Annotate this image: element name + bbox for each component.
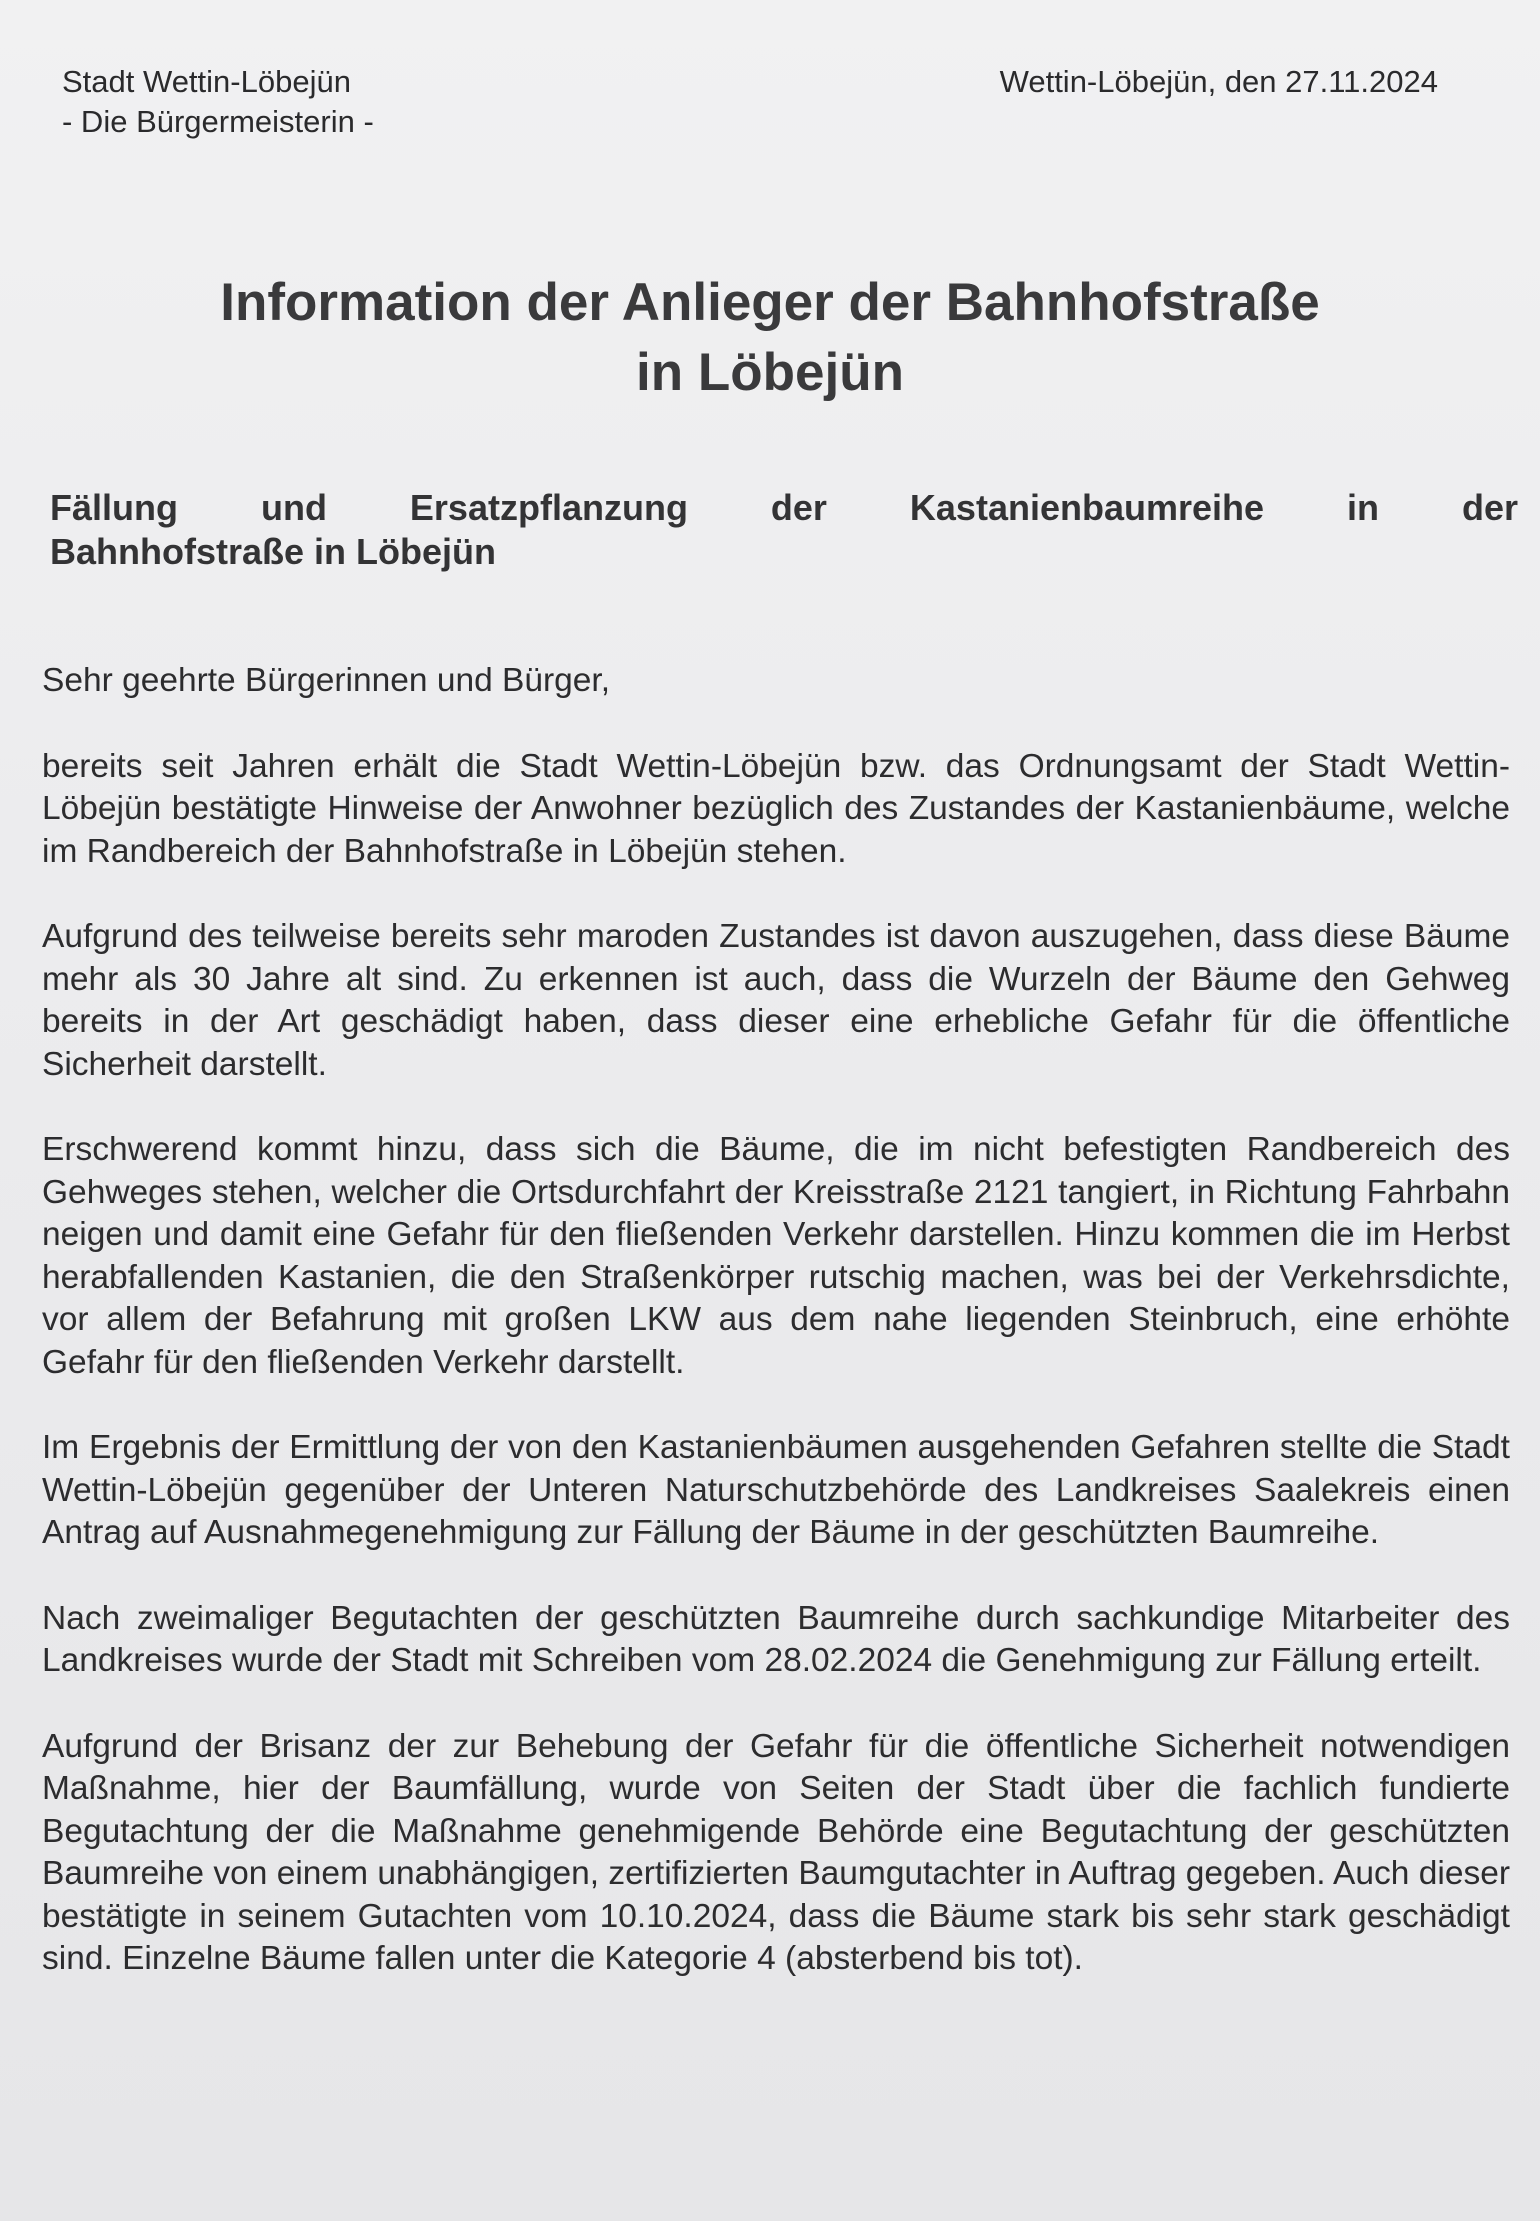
paragraph-approval: Nach zweimaliger Begutachten der geschützten Baumreihe durch sachkundige Mitarbeiter des Landkreises wurde der Stadt mit Schreiben vom 28.02.2024 die Genehmigung zur Fällung erteilt. <box>42 1599 1510 1679</box>
document-subject <box>50 486 1518 574</box>
salutation: Sehr geehrte Bürgerinnen und Bürger, <box>42 662 611 699</box>
paragraph-complaints: bereits seit Jahren erhält die Stadt Wettin-Löbejün bzw. das Ordnungsamt der Stadt Wettin-Löbejün bestätigte Hinweise der Anwohner bezüglich des Zustandes der Kastanienbäume, welche im Randbereich der Bahnhofstraße in Löbejün stehen. <box>42 747 1510 870</box>
title-line-2: in Löbejün <box>636 343 904 402</box>
sender-line-city: Stadt Wettin-Löbejün <box>62 64 351 99</box>
place-date-line: Wettin-Löbejün, den 27.11.2024 <box>999 64 1438 99</box>
paragraph-expert-report: Aufgrund der Brisanz der zur Behebung der Gefahr für die öffentliche Sicherheit notwendigen Maßnahme, hier der Baumfällung, wurde von Seiten der Stadt über die fachlich fundierte Begutachtung der die Maßnahme genehmigende Behörde eine Begutachtung der geschützten Baumreihe von einem unabhängigen, zertifizierten Baumgutachter in Auftrag gegeben. Auch dieser bestätigte in seinem Gutachten vom 10.10.2024, dass die Bäume stark bis sehr stark geschädigt sind. Einzelne Bäume fallen unter die Kategorie 4 (absterbend bis tot). <box>42 1727 1510 1977</box>
subject-line-2: Bahnhofstraße in Löbejün <box>50 531 496 572</box>
letter-header <box>62 62 1438 152</box>
paragraph-application: Im Ergebnis der Ermittlung der von den Kastanienbäumen ausgehenden Gefahren stellte die Stadt Wettin-Löbejün gegenüber der Unteren Naturschutzbehörde des Landkreises Saalekreis einen Antrag auf Ausnahmegenehmigung zur Fällung der Bäume in der geschützten Baumreihe. <box>42 1429 1510 1551</box>
subject-line-1: Fällung und Ersatzpflanzung der Kastanienbaumreihe in der <box>50 487 1518 528</box>
sender-line-office: - Die Bürgermeisterin - <box>62 104 374 139</box>
letter-body <box>42 660 1510 1981</box>
title-line-1: Information der Anlieger der Bahnhofstraße <box>220 273 1320 332</box>
paragraph-condition: Aufgrund des teilweise bereits sehr maroden Zustandes ist davon auszugehen, dass diese Bäume mehr als 30 Jahre alt sind. Zu erkennen ist auch, dass die Wurzeln der Bäume den Gehweg bereits in der Art geschädigt haben, dass dieser eine erhebliche Gefahr für die öffentliche Sicherheit darstellt. <box>42 918 1510 1083</box>
document-title <box>100 268 1440 408</box>
paragraph-traffic-hazard: Erschwerend kommt hinzu, dass sich die Bäume, die im nicht befestigten Randbereich des Gehweges stehen, welcher die Ortsdurchfahrt der Kreisstraße 2121 tangiert, in Richtung Fahrbahn neigen und damit eine Gefahr für den fließenden Verkehr darstellen. Hinzu kommen die im Herbst herabfallenden Kastanien, die den Straßenkörper rutschig machen, was bei der Verkehrsdichte, vor allem der Befahrung mit großen LKW aus dem nahe liegenden Steinbruch, eine erhöhte Gefahr für den fließenden Verkehr darstellt. <box>42 1131 1510 1381</box>
sender-block <box>62 62 374 142</box>
